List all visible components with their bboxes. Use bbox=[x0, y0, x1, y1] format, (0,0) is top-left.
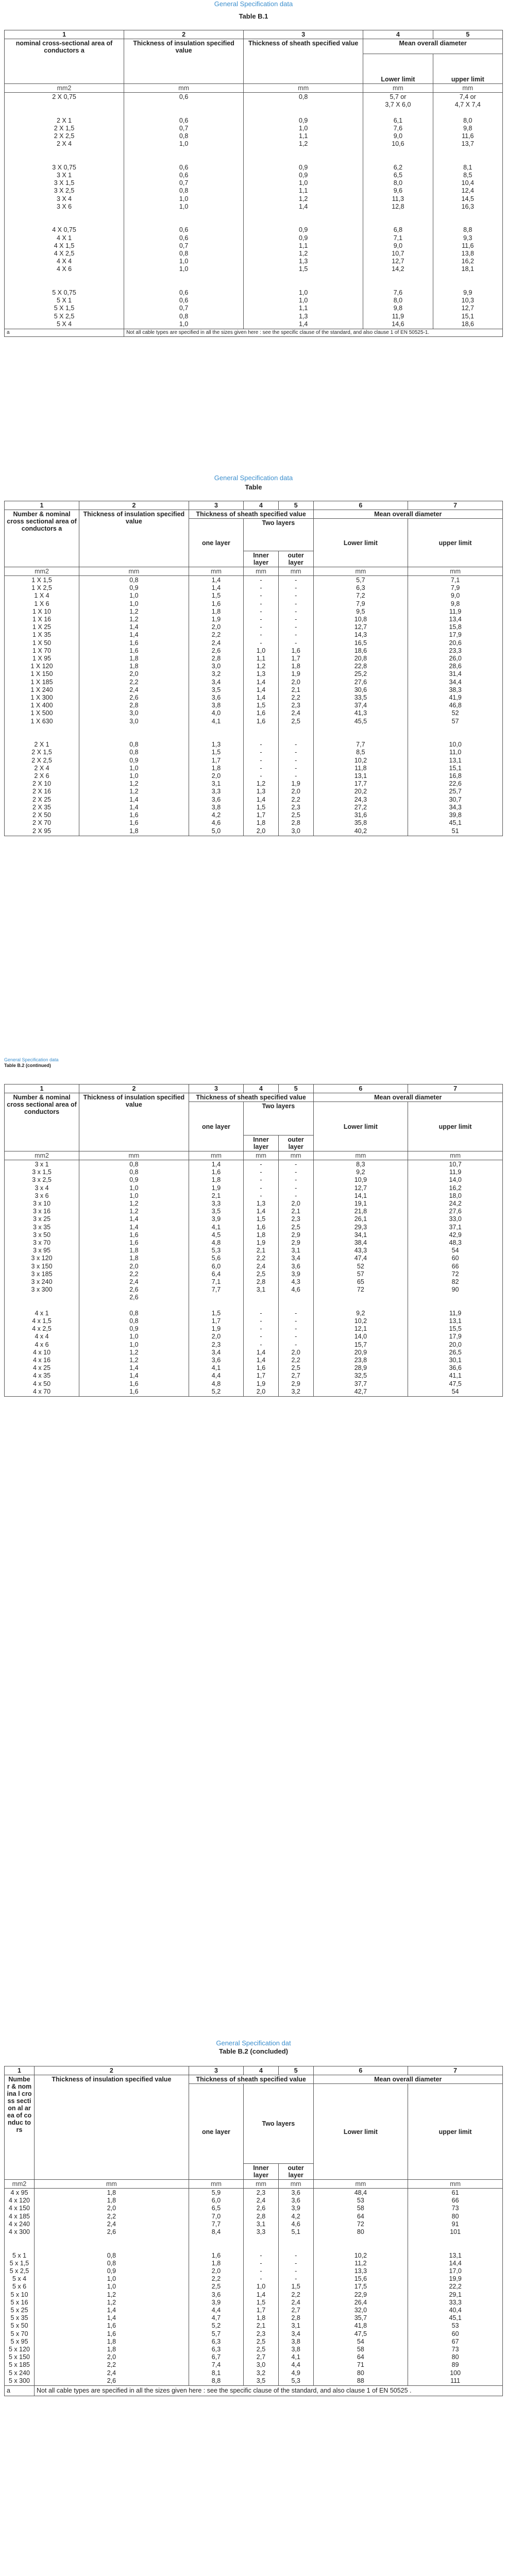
unit-label: mm bbox=[278, 1151, 313, 1160]
unit-label: mm bbox=[278, 567, 313, 576]
header-upper-limit: upper limit bbox=[408, 519, 503, 567]
header-inner-layer: Inner layer bbox=[244, 551, 279, 567]
header-conductor-area: Number & nominal cross sectional area of conductors a bbox=[5, 510, 79, 567]
unit-label: mm bbox=[244, 1151, 279, 1160]
col-number: 4 bbox=[244, 2066, 279, 2075]
header-inner-layer: Inner layer bbox=[244, 2164, 279, 2180]
header-mean-diameter: Mean overall diameter bbox=[313, 1093, 502, 1102]
unit-label: mm bbox=[124, 84, 244, 93]
table-title: Table bbox=[245, 483, 262, 491]
col-number: 3 bbox=[244, 30, 363, 39]
col-number: 1 bbox=[5, 2066, 35, 2075]
section-table-b2-concluded bbox=[4, 2039, 503, 2396]
column-inner-layer: - - - - - 1,3 1,4 1,5 1,6 1,8 1,9 2,1 2,2 2,4 2,5 2,8 3,1 - - - - - 1,4 1,4 1,6 1,7 1,9 2,0 bbox=[244, 1160, 279, 1397]
header-lower-limit: Lower limit bbox=[363, 54, 433, 84]
col-number: 3 bbox=[189, 501, 243, 510]
column-lower-limit: 8,3 9,2 10,9 12,7 14,1 19,1 21,8 26,1 29,3 34,1 38,4 43,3 47,4 52 57 65 72 9,2 10,2 12,1 14,0 15,7 20,9 23,8 28,9 32,5 37,7 42,7 bbox=[313, 1160, 408, 1397]
unit-label: mm2 bbox=[5, 84, 124, 93]
header-one-layer: one layer bbox=[189, 1102, 243, 1151]
section-table-single-two-core bbox=[4, 474, 503, 836]
unit-label: mm bbox=[433, 84, 502, 93]
header-sheath: Thickness of sheath specified value bbox=[189, 510, 313, 519]
column-insulation: 0,6 0,6 0,7 0,8 1,0 0,6 0,6 0,7 0,8 1,0 1,0 0,6 0,6 0,7 0,8 1,0 1,0 0,6 0,6 0,7 0,8 1,0 bbox=[124, 93, 244, 329]
unit-label: mm bbox=[244, 84, 363, 93]
footnote-mark: a bbox=[5, 329, 124, 337]
header-sheath: Thickness of sheath specified value bbox=[189, 2075, 313, 2084]
column-lower-limit: 5,7 6,3 7,2 7,9 9,5 10,8 12,7 14,3 16,5 18,6 20,8 22,8 25,2 27,6 30,6 33,5 37,4 41,3 45,5 7,7 8,5 10,2 11,8 13,1 17,7 20,2 24,3 27,2 31,6 35,8 40,2 bbox=[313, 576, 408, 836]
column-outer-layer: - - - - - - - - - 1,6 1,7 1,8 1,9 2,0 2,1 2,2 2,3 2,4 2,5 - - - - - 1,9 2,0 2,2 2,3 2,5 2,8 3,0 bbox=[278, 576, 313, 836]
col-number: 7 bbox=[408, 501, 503, 510]
header-mean-diameter: Mean overall diameter bbox=[363, 39, 503, 54]
header-two-layers: Two layers bbox=[244, 1102, 313, 1136]
spec-table-b2-continued bbox=[4, 1084, 503, 1397]
column-outer-layer: - - - - - 2,0 2,1 2,3 2,5 2,9 2,9 3,1 3,4 3,6 3,9 4,3 4,6 - - - - - 2,0 2,2 2,5 2,7 2,9 3,2 bbox=[278, 1160, 313, 1397]
header-sheath: Thickness of sheath specified value bbox=[244, 39, 363, 84]
footnote-mark: a bbox=[5, 2386, 35, 2396]
header-sheath: Thickness of sheath specified value bbox=[189, 1093, 313, 1102]
column-one-layer: 1,4 1,6 1,8 1,9 2,1 3,3 3,5 3,9 4,1 4,5 4,8 5,3 5,6 6,0 6,4 7,1 7,7 1,5 1,7 1,9 2,0 2,3 3,4 3,6 4,1 4,4 4,8 5,2 bbox=[189, 1160, 243, 1397]
unit-label: mm bbox=[189, 1151, 243, 1160]
header-insulation: Thickness of insulation specified value bbox=[124, 39, 244, 84]
unit-label: mm bbox=[313, 2180, 408, 2189]
spec-table-b1 bbox=[4, 30, 503, 337]
header-inner-layer: Inner layer bbox=[244, 1136, 279, 1151]
col-number: 2 bbox=[79, 1084, 189, 1093]
table-title: Table B.2 (continued) bbox=[4, 1063, 51, 1068]
unit-label: mm bbox=[189, 567, 243, 576]
header-two-layers: Two layers bbox=[244, 519, 313, 551]
unit-label: mm bbox=[408, 2180, 503, 2189]
unit-label: mm bbox=[313, 567, 408, 576]
header-lower-limit: Lower limit bbox=[313, 2084, 408, 2180]
header-conductor-area: Number & nominal cross sectional area of conductors bbox=[5, 1093, 79, 1151]
section-title: General Specification data bbox=[4, 1057, 59, 1062]
header-lower-limit: Lower limit bbox=[313, 519, 408, 567]
col-number: 3 bbox=[189, 1084, 243, 1093]
header-upper-limit: upper limit bbox=[408, 1102, 503, 1151]
header-mean-diameter: Mean overall diameter bbox=[313, 2075, 502, 2084]
header-conductor-area: Numbe r & nomina l cross section al area of conduc tors bbox=[5, 2075, 35, 2180]
unit-label: mm bbox=[278, 2180, 313, 2189]
header-two-layers: Two layers bbox=[244, 2084, 313, 2164]
section-title: General Specification dat bbox=[216, 2039, 291, 2047]
col-number: 7 bbox=[408, 2066, 503, 2075]
header-lower-limit: Lower limit bbox=[313, 1102, 408, 1151]
column-one-layer: 1,4 1,4 1,5 1,6 1,8 1,9 2,0 2,2 2,4 2,6 2,8 3,0 3,2 3,4 3,5 3,6 3,8 4,0 4,1 1,3 1,5 1,7 1,8 2,0 3,1 3,3 3,6 3,8 4,2 4,6 5,0 bbox=[189, 576, 243, 836]
col-number: 1 bbox=[5, 1084, 79, 1093]
column-conductor-area: 4 x 95 4 x 120 4 x 150 4 x 185 4 x 240 4 x 300 5 x 1 5 x 1,5 5 x 2,5 5 x 4 5 x 6 5 x 10 5 x 16 5 x 25 5 x 35 5 x 50 5 x 70 5 x 95 5 x 120 5 x 150 5 x 185 5 x 240 5 x 300 bbox=[5, 2189, 35, 2386]
table-title: Table B.1 bbox=[239, 12, 268, 20]
footnote: Not all cable types are specified in all the sizes given here : see the specific clause of the standard, and also clause 1 of EN 50525 . bbox=[35, 2386, 503, 2396]
unit-label: mm2 bbox=[5, 1151, 79, 1160]
col-number: 6 bbox=[313, 1084, 408, 1093]
column-lower-limit: 48,4 53 58 64 72 80 10,2 11,2 13,3 15,6 17,5 22,9 26,4 32,0 35,7 41,8 47,5 54 58 64 71 80 88 bbox=[313, 2189, 408, 2386]
column-conductor-area: 1 X 1,5 1 X 2,5 1 X 4 1 X 6 1 X 10 1 X 16 1 X 25 1 X 35 1 X 50 1 X 70 1 X 95 1 X 120 1 X 150 1 X 185 1 X 240 1 X 300 1 X 400 1 X 500 1 X 630 2 X 1 2 X 1,5 2 X 2,5 2 X 4 2 X 6 2 X 10 2 X 16 2 X 25 2 X 35 2 X 50 2 X 70 2 X 95 bbox=[5, 576, 79, 836]
header-insulation: Thickness of insulation specified value bbox=[79, 510, 189, 567]
section-table-b2-continued bbox=[4, 1057, 503, 1397]
col-number: 4 bbox=[244, 501, 279, 510]
header-one-layer: one layer bbox=[189, 2084, 243, 2180]
header-upper-limit: upper limit bbox=[433, 54, 502, 84]
unit-label: mm bbox=[244, 2180, 279, 2189]
column-one-layer: 5,9 6,0 6,5 7,0 7,7 8,4 1,6 1,8 2,0 2,2 2,5 3,6 3,9 4,4 4,7 5,2 5,7 6,3 6,3 6,7 7,4 8,1 8,8 bbox=[189, 2189, 243, 2386]
unit-label: mm bbox=[79, 567, 189, 576]
table-title: Table B.2 (concluded) bbox=[218, 2047, 289, 2055]
column-upper-limit: 7,4 or 4,7 X 7,4 8,0 9,8 11,6 13,7 8,1 8,5 10,4 12,4 14,5 16,3 8,8 9,3 11,6 13,8 16,2 18,1 9,9 10,3 12,7 15,1 18,6 bbox=[433, 93, 502, 329]
column-lower-limit: 5,7 or 3,7 X 6,0 6,1 7,6 9,0 10,6 6,2 6,5 8,0 9,6 11,3 12,8 6,8 7,1 9,0 10,7 12,7 14,2 7,6 8,0 9,8 11,9 14,6 bbox=[363, 93, 433, 329]
col-number: 1 bbox=[5, 30, 124, 39]
column-inner-layer: 2,3 2,4 2,6 2,8 3,1 3,3 - - - - 1,0 1,4 1,5 1,7 1,8 2,1 2,3 2,5 2,5 2,7 3,0 3,2 3,5 bbox=[244, 2189, 279, 2386]
unit-label: mm2 bbox=[5, 2180, 35, 2189]
col-number: 2 bbox=[35, 2066, 189, 2075]
col-number: 3 bbox=[189, 2066, 243, 2075]
unit-label: mm bbox=[189, 2180, 243, 2189]
unit-label: mm bbox=[313, 1151, 408, 1160]
header-insulation: Thickness of insulation specified value bbox=[79, 1093, 189, 1151]
unit-label: mm bbox=[244, 567, 279, 576]
column-upper-limit: 7,1 7,9 9,0 9,8 11,9 13,4 15,8 17,9 20,6 23,3 26,0 28,6 31,4 34,4 38,3 41,9 46,8 52 57 10,0 11,0 13,1 15,1 16,8 22,6 25,7 30,7 34,3 39,8 45,1 51 bbox=[408, 576, 503, 836]
header-outer-layer: outer layer bbox=[278, 551, 313, 567]
unit-label: mm bbox=[408, 1151, 503, 1160]
column-inner-layer: - - - - - - - - - 1,0 1,1 1,2 1,3 1,4 1,4 1,4 1,5 1,6 1,6 - - - - - 1,2 1,3 1,4 1,5 1,7 1,8 2,0 bbox=[244, 576, 279, 836]
unit-label: mm2 bbox=[5, 567, 79, 576]
column-insulation: 0,8 0,9 1,0 1,0 1,2 1,2 1,4 1,4 1,6 1,6 1,8 1,8 2,0 2,2 2,4 2,6 2,8 3,0 3,0 0,8 0,8 0,9 1,0 1,0 1,2 1,2 1,4 1,4 1,6 1,6 1,8 bbox=[79, 576, 189, 836]
column-conductor-area: 2 X 0,75 2 X 1 2 X 1,5 2 X 2,5 2 X 4 3 X 0,75 3 X 1 3 X 1,5 3 X 2,5 3 X 4 3 X 6 4 X 0,75 4 X 1 4 X 1,5 4 X 2,5 4 X 4 4 X 6 5 X 0,75 5 X 1 5 X 1,5 5 X 2,5 5 X 4 bbox=[5, 93, 124, 329]
col-number: 4 bbox=[363, 30, 433, 39]
unit-label: mm bbox=[79, 1151, 189, 1160]
header-conductor-area: nominal cross-sectional area of conductors a bbox=[5, 39, 124, 84]
header-outer-layer: outer layer bbox=[278, 2164, 313, 2180]
section-title: General Specification data bbox=[214, 0, 293, 8]
col-number: 1 bbox=[5, 501, 79, 510]
column-outer-layer: 3,6 3,6 3,9 4,2 4,6 5,1 - - - - 1,5 2,2 2,4 2,7 2,8 3,1 3,4 3,8 3,8 4,1 4,4 4,9 5,3 bbox=[278, 2189, 313, 2386]
col-number: 5 bbox=[278, 1084, 313, 1093]
column-upper-limit: 10,7 11,9 14,0 16,2 18,0 24,2 27,6 33,0 37,1 42,9 48,3 54 60 66 72 82 90 11,9 13,1 15,5 17,9 20,0 26,5 30,1 36,6 41,1 47,5 54 bbox=[408, 1160, 503, 1397]
header-one-layer: one layer bbox=[189, 519, 243, 567]
unit-label: mm bbox=[408, 567, 503, 576]
header-upper-limit: upper limit bbox=[408, 2084, 503, 2180]
column-sheath: 0,8 0,9 1,0 1,1 1,2 0,9 0,9 1,0 1,1 1,2 1,4 0,9 0,9 1,1 1,2 1,3 1,5 1,0 1,0 1,1 1,3 1,4 bbox=[244, 93, 363, 329]
unit-label: mm bbox=[35, 2180, 189, 2189]
column-upper-limit: 61 66 73 80 91 101 13,1 14,4 17,0 19,9 22,2 29,1 33,3 40,4 45,1 53 60 67 73 80 89 100 111 bbox=[408, 2189, 503, 2386]
column-insulation: 1,8 1,8 2,0 2,2 2,4 2,6 0,8 0,8 0,9 1,0 1,0 1,2 1,2 1,4 1,4 1,6 1,6 1,8 1,8 2,0 2,2 2,4 2,6 bbox=[35, 2189, 189, 2386]
header-mean-diameter: Mean overall diameter bbox=[313, 510, 502, 519]
spec-table-b2-concluded bbox=[4, 2066, 503, 2396]
section-title: General Specification data bbox=[214, 474, 293, 482]
col-number: 7 bbox=[408, 1084, 503, 1093]
col-number: 5 bbox=[433, 30, 502, 39]
column-insulation: 0,8 0,8 0,9 1,0 1,0 1,2 1,2 1,4 1,4 1,6 1,6 1,8 1,8 2,0 2,2 2,4 2,6 2,6 0,8 0,8 0,9 1,0 1,0 1,2 1,2 1,4 1,4 1,6 1,6 bbox=[79, 1160, 189, 1397]
col-number: 6 bbox=[313, 2066, 408, 2075]
col-number: 2 bbox=[79, 501, 189, 510]
header-insulation: Thickness of insulation specified value bbox=[35, 2075, 189, 2180]
col-number: 4 bbox=[244, 1084, 279, 1093]
column-conductor-area: 3 x 1 3 x 1,5 3 x 2,5 3 x 4 3 x 6 3 x 10 3 x 16 3 x 25 3 x 35 3 x 50 3 x 70 3 x 95 3 x 120 3 x 150 3 x 185 3 x 240 3 x 300 4 x 1 4 x 1,5 4 x 2,5 4 x 4 4 x 6 4 x 10 4 x 16 4 x 25 4 x 35 4 x 50 4 x 70 bbox=[5, 1160, 79, 1397]
spec-table bbox=[4, 501, 503, 836]
footnote: Not all cable types are specified in all the sizes given here : see the specific clause of the standard, and also clause 1 of EN 50525-1. bbox=[124, 329, 503, 337]
section-table-b1 bbox=[4, 0, 503, 337]
col-number: 6 bbox=[313, 501, 408, 510]
unit-label: mm bbox=[363, 84, 433, 93]
header-outer-layer: outer layer bbox=[278, 1136, 313, 1151]
col-number: 5 bbox=[278, 2066, 313, 2075]
col-number: 5 bbox=[278, 501, 313, 510]
col-number: 2 bbox=[124, 30, 244, 39]
